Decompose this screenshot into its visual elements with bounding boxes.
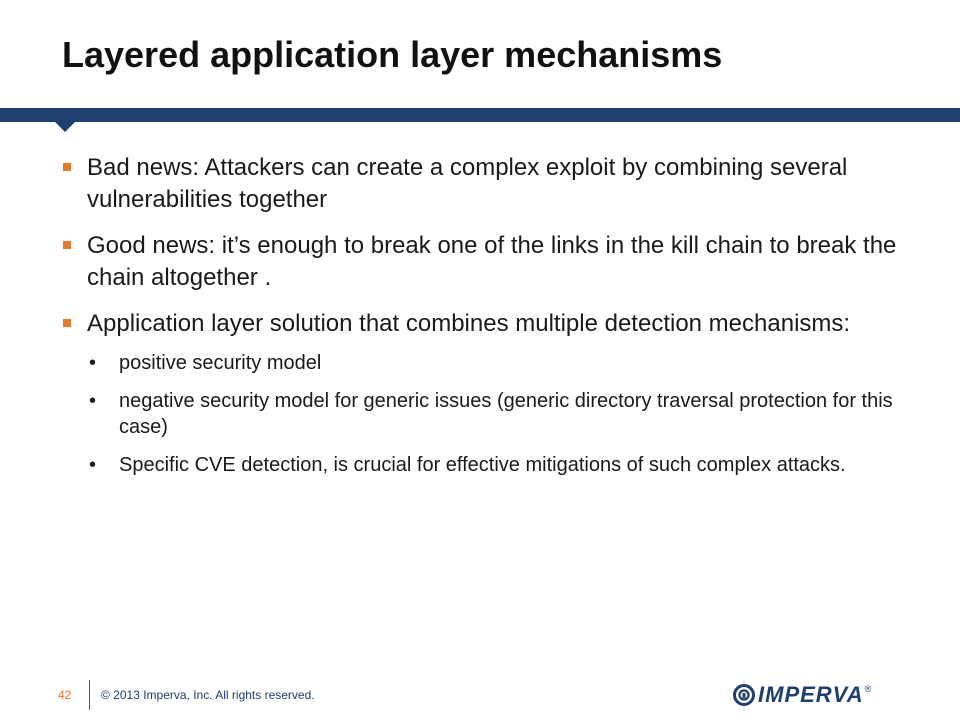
bullet-item xyxy=(60,152,920,216)
slide-title: Layered application layer mechanisms xyxy=(62,34,723,75)
bullet-text: Application layer solution that combines multiple detection mechanisms: xyxy=(87,310,851,337)
title-notch-icon xyxy=(54,121,76,132)
sub-bullet-text: Specific CVE detection, is crucial for effective mitigations of such complex attacks. xyxy=(119,454,846,476)
square-bullet-icon xyxy=(63,163,71,171)
square-bullet-icon xyxy=(63,241,71,249)
round-bullet-icon: • xyxy=(89,390,97,412)
slide-content xyxy=(60,152,920,490)
imperva-logo-icon xyxy=(733,684,755,706)
square-bullet-icon xyxy=(63,319,71,327)
bullet-item xyxy=(60,308,920,340)
slide-footer xyxy=(0,680,960,712)
title-bar xyxy=(0,108,960,122)
round-bullet-icon: • xyxy=(89,352,97,374)
sub-bullet-item xyxy=(60,350,920,376)
bullet-text: Bad news: Attackers can create a complex exploit by combining several vulnerabilities together xyxy=(87,154,848,213)
round-bullet-icon: • xyxy=(89,454,97,476)
footer-divider xyxy=(89,680,90,710)
sub-bullet-item xyxy=(60,388,920,440)
registered-mark: ® xyxy=(864,684,872,694)
sub-bullet-text: negative security model for generic issues (generic directory traversal protection for this case) xyxy=(119,390,893,438)
logo-wordmark: IMPERVA xyxy=(758,682,864,707)
bullet-item xyxy=(60,230,920,294)
page-number: 42 xyxy=(58,688,72,702)
sub-bullet-text: positive security model xyxy=(119,352,322,374)
bullet-text: Good news: it’s enough to break one of the links in the kill chain to break the chain altogether . xyxy=(87,232,897,291)
imperva-logo xyxy=(733,682,871,708)
sub-bullet-item xyxy=(60,452,920,478)
copyright-text: © 2013 Imperva, Inc. All rights reserved. xyxy=(101,688,315,702)
